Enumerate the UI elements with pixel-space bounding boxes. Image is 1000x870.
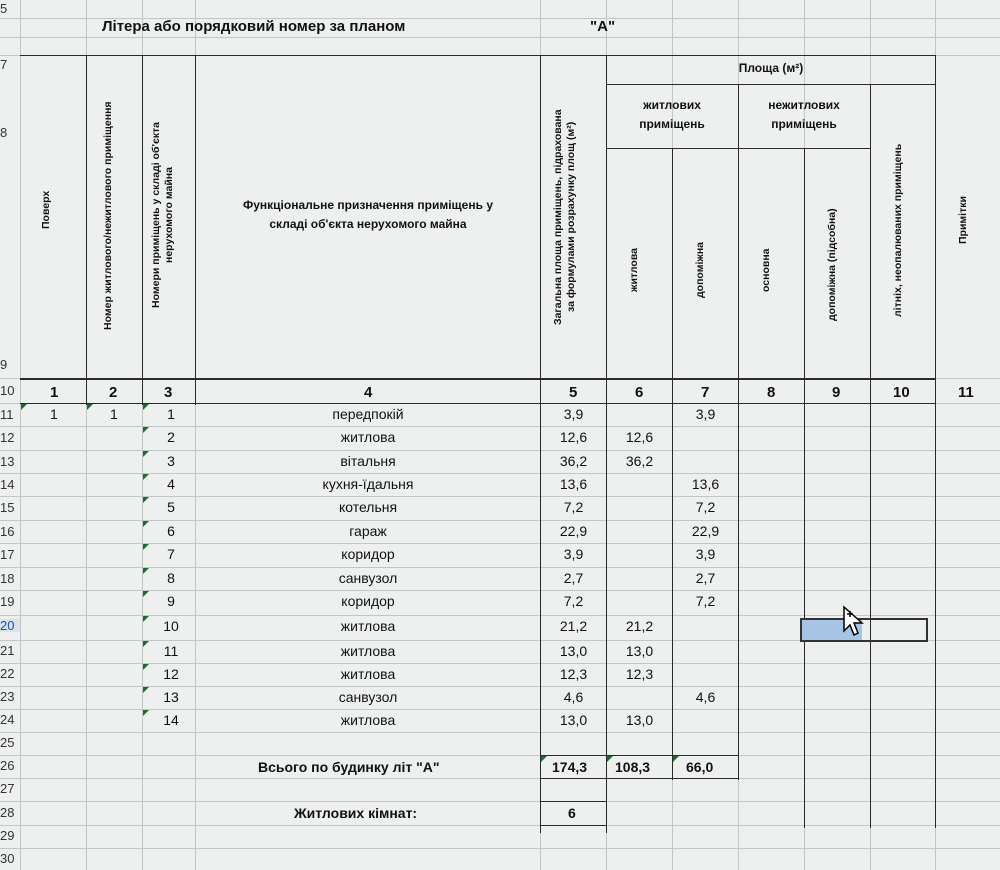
cell-room-number[interactable]: 14 xyxy=(163,712,179,728)
header-living-group: житлових приміщень xyxy=(639,98,705,132)
cell-marker xyxy=(143,568,149,574)
cell-aux-area[interactable]: 13,6 xyxy=(691,476,720,492)
header-total-area: Загальна площа приміщень, підрахована за формулами розрахунку площ (м²) xyxy=(552,109,578,325)
row-header[interactable]: 28 xyxy=(0,805,15,820)
cell-room-number[interactable]: 6 xyxy=(167,523,175,539)
row-header[interactable]: 17 xyxy=(0,547,15,562)
cell-marker xyxy=(143,404,149,410)
cell-marker xyxy=(21,404,27,410)
header-summer-unheated: літніх, неопалюваних приміщень xyxy=(892,143,904,317)
cell-marker xyxy=(143,664,149,670)
cell-living-area[interactable]: 13,0 xyxy=(625,712,654,728)
formula-marker xyxy=(673,756,679,762)
cell-total-area[interactable]: 4,6 xyxy=(563,689,584,705)
cell-living-area[interactable]: 36,2 xyxy=(625,453,654,469)
cell-room-number[interactable]: 3 xyxy=(167,453,175,469)
header-aux-utility: допоміжна (підсобна) xyxy=(826,208,838,322)
cell-marker xyxy=(143,474,149,480)
cell-room-name[interactable]: кухня-їдальня xyxy=(322,476,414,492)
row-header[interactable]: 11 xyxy=(0,407,14,422)
cell-total-area[interactable]: 7,2 xyxy=(563,593,584,609)
cell-aux-area[interactable]: 4,6 xyxy=(695,689,716,705)
cell-room-number[interactable]: 10 xyxy=(163,618,179,634)
row-header[interactable]: 30 xyxy=(0,851,15,866)
cell-floor[interactable]: 1 xyxy=(50,406,58,422)
cell-room-number[interactable]: 5 xyxy=(167,499,175,515)
row-header[interactable]: 10 xyxy=(0,383,15,398)
cell-marker xyxy=(143,497,149,503)
cell-aux-area[interactable]: 22,9 xyxy=(691,523,720,539)
cell-room-number[interactable]: 9 xyxy=(167,593,175,609)
cell-room-name[interactable]: санвузол xyxy=(338,689,398,705)
cell-room-name[interactable]: санвузол xyxy=(338,570,398,586)
header-living: житлова xyxy=(628,248,640,293)
col-number: 8 xyxy=(767,384,776,401)
cell-living-area[interactable]: 12,3 xyxy=(625,666,654,682)
header-nonliving-group: нежитлових приміщень xyxy=(768,98,840,132)
cell-total-area[interactable]: 2,7 xyxy=(563,570,584,586)
col-number: 9 xyxy=(832,384,841,401)
cell-total-area[interactable]: 12,6 xyxy=(559,429,588,445)
header-room-numbers: Номери приміщень у складі об'єкта нерухомого майна xyxy=(150,122,176,308)
cell-room-name[interactable]: житлова xyxy=(340,429,396,445)
formula-marker xyxy=(541,756,547,762)
living-rooms-value[interactable]: 6 xyxy=(568,805,576,821)
cell-living-area[interactable]: 21,2 xyxy=(625,618,654,634)
living-rooms-label: Житлових кімнат: xyxy=(294,805,418,821)
cell-room-number[interactable]: 1 xyxy=(167,406,175,422)
cell-room-name[interactable]: гараж xyxy=(349,523,387,539)
col-number: 4 xyxy=(364,384,373,401)
cell-room-name[interactable]: коридор xyxy=(341,546,395,562)
cell-aux-area[interactable]: 7,2 xyxy=(695,499,716,515)
row-header[interactable]: 26 xyxy=(0,758,15,773)
header-area-group: Площа (м²) xyxy=(738,61,804,75)
row-header[interactable]: 25 xyxy=(0,735,15,750)
cell-total-area[interactable]: 7,2 xyxy=(563,499,584,515)
col-number: 3 xyxy=(164,384,173,401)
col-number: 6 xyxy=(635,384,644,401)
cell-room-number[interactable]: 8 xyxy=(167,570,175,586)
cell-total-area[interactable]: 22,9 xyxy=(559,523,588,539)
cell-marker xyxy=(143,616,149,622)
cell-total-area[interactable]: 3,9 xyxy=(563,546,584,562)
row-header[interactable]: 29 xyxy=(0,828,15,843)
row-header[interactable]: 13 xyxy=(0,454,15,469)
row-header[interactable]: 12 xyxy=(0,430,15,445)
total-area-value[interactable]: 174,3 xyxy=(552,759,588,775)
row-header[interactable]: 27 xyxy=(0,781,15,796)
total-label: Всього по будинку літ "А" xyxy=(258,759,440,775)
row-header[interactable]: 5 xyxy=(0,1,8,16)
cell-room-name[interactable]: вітальня xyxy=(340,453,396,469)
col-number: 5 xyxy=(569,384,578,401)
header-apartment-number: Номер житлового/нежитлового приміщення xyxy=(102,101,114,331)
total-living-value[interactable]: 108,3 xyxy=(615,759,651,775)
row-header[interactable]: 19 xyxy=(0,594,15,609)
cell-total-area[interactable]: 13,0 xyxy=(559,643,588,659)
cell-marker xyxy=(143,544,149,550)
plan-letter-label: Літера або порядковий номер за планом xyxy=(102,18,406,35)
row-header[interactable]: 23 xyxy=(0,689,15,704)
header-living-aux: допоміжна xyxy=(694,242,706,299)
cell-marker xyxy=(143,451,149,457)
cell-aux-area[interactable]: 7,2 xyxy=(695,593,716,609)
cell-total-area[interactable]: 13,6 xyxy=(559,476,588,492)
cell-marker xyxy=(143,710,149,716)
cell-room-name[interactable]: коридор xyxy=(341,593,395,609)
col-number: 1 xyxy=(50,384,59,401)
mouse-cursor-icon xyxy=(840,605,866,641)
row-header[interactable]: 15 xyxy=(0,500,15,515)
cell-marker xyxy=(143,687,149,693)
row-header[interactable]: 8 xyxy=(0,125,8,140)
row-header[interactable]: 21 xyxy=(0,643,15,658)
cell-room-number[interactable]: 11 xyxy=(163,643,179,659)
cell-marker xyxy=(143,521,149,527)
cell-room-number[interactable]: 2 xyxy=(167,429,175,445)
cell-total-area[interactable]: 12,3 xyxy=(559,666,588,682)
cell-room-number[interactable]: 12 xyxy=(163,666,179,682)
cell-total-area[interactable]: 3,9 xyxy=(563,406,584,422)
header-main: основна xyxy=(760,248,772,292)
cell-marker xyxy=(143,591,149,597)
row-header[interactable]: 7 xyxy=(0,57,8,72)
cell-aux-area[interactable]: 3,9 xyxy=(695,546,716,562)
cell-room-name[interactable]: котельня xyxy=(338,499,398,515)
cell-room-name[interactable]: житлова xyxy=(340,666,396,682)
cell-room-number[interactable]: 13 xyxy=(163,689,179,705)
cell-apartment[interactable]: 1 xyxy=(110,406,118,422)
row-header[interactable]: 24 xyxy=(0,712,15,727)
row-header-selected[interactable]: 20 xyxy=(0,619,20,632)
plan-letter-value: "А" xyxy=(590,18,616,35)
cell-room-number[interactable]: 4 xyxy=(167,476,175,492)
cell-room-name[interactable]: передпокій xyxy=(332,406,404,422)
total-aux-value[interactable]: 66,0 xyxy=(686,759,714,775)
row-header[interactable]: 18 xyxy=(0,571,15,586)
cell-room-name[interactable]: житлова xyxy=(340,643,396,659)
cell-marker xyxy=(87,404,93,410)
cell-living-area[interactable]: 13,0 xyxy=(625,643,654,659)
cell-total-area[interactable]: 36,2 xyxy=(559,453,588,469)
formula-marker xyxy=(607,756,613,762)
cell-living-area[interactable]: 12,6 xyxy=(625,429,654,445)
header-notes: Примітки xyxy=(957,196,969,244)
cell-room-name[interactable]: житлова xyxy=(340,712,396,728)
cell-aux-area[interactable]: 3,9 xyxy=(695,406,716,422)
col-number: 10 xyxy=(893,384,910,401)
col-number: 2 xyxy=(109,384,118,401)
cell-total-area[interactable]: 13,0 xyxy=(559,712,588,728)
header-function: Функціональне призначення приміщень у складі об'єкта нерухомого майна xyxy=(242,198,493,232)
row-header[interactable]: 14 xyxy=(0,477,15,492)
cell-marker xyxy=(143,641,149,647)
row-header[interactable]: 9 xyxy=(0,357,8,372)
header-floor: Поверх xyxy=(40,190,52,230)
col-number: 7 xyxy=(701,384,710,401)
row-header[interactable]: 16 xyxy=(0,524,15,539)
col-number: 11 xyxy=(958,384,974,401)
cell-room-number[interactable]: 7 xyxy=(167,546,175,562)
row-header[interactable]: 22 xyxy=(0,666,15,681)
cell-room-name[interactable]: житлова xyxy=(340,618,396,634)
cell-total-area[interactable]: 21,2 xyxy=(559,618,588,634)
cell-aux-area[interactable]: 2,7 xyxy=(695,570,716,586)
cell-marker xyxy=(143,427,149,433)
